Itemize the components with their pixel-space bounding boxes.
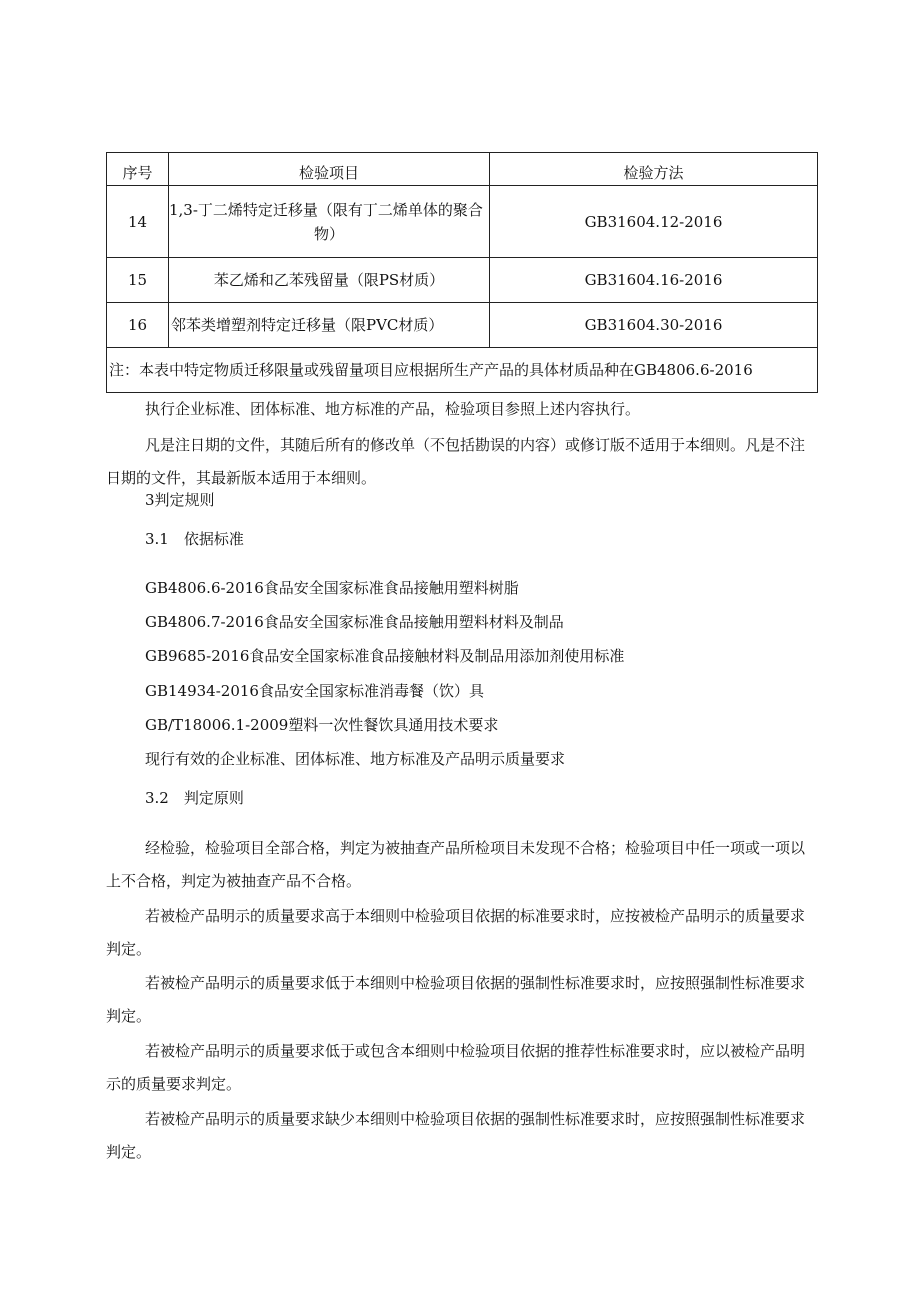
paragraph-execution: 执行企业标准、团体标准、地方标准的产品，检验项目参照上述内容执行。: [145, 400, 641, 418]
row-method: GB31604.30-2016: [490, 303, 818, 348]
row-item-line1: 1,3-丁二烯特定迁移量（限有丁二烯单体的聚合: [169, 200, 483, 219]
standard-item: GB14934-2016食品安全国家标准消毒餐（饮）具: [145, 682, 484, 700]
table-note: 注：本表中特定物质迁移限量或残留量项目应根据所生产产品的具体材质品种在GB4806.6-2016: [107, 348, 818, 393]
header-method: 检验方法: [490, 153, 818, 186]
row-item: 苯乙烯和乙苯残留量（限PS材质）: [169, 258, 490, 303]
standard-item: GB/T18006.1-2009塑料一次性餐饮具通用技术要求: [145, 716, 499, 734]
principle-paragraph: 经检验，检验项目全部合格，判定为被抽查产品所检项目未发现不合格；检验项目中任一项或一项以上不合格，判定为被抽查产品不合格。: [106, 839, 806, 890]
inspection-table: [106, 152, 818, 393]
table-header-row: [107, 153, 818, 186]
section-3-title: 3判定规则: [145, 491, 215, 509]
standard-item: 现行有效的企业标准、团体标准、地方标准及产品明示质量要求: [145, 750, 566, 768]
principle-paragraph: 若被检产品明示的质量要求低于本细则中检验项目依据的强制性标准要求时，应按照强制性标准要求判定。: [106, 974, 806, 1025]
row-method: GB31604.16-2016: [490, 258, 818, 303]
row-serial: 15: [107, 258, 169, 303]
table-row: [107, 303, 818, 348]
row-item: 邻苯类增塑剂特定迁移量（限PVC材质）: [169, 303, 490, 348]
row-method: GB31604.12-2016: [490, 186, 818, 258]
standard-item: GB9685-2016食品安全国家标准食品接触材料及制品用添加剂使用标准: [145, 647, 625, 665]
table-row: [107, 186, 818, 258]
standard-item: GB4806.7-2016食品安全国家标准食品接触用塑料材料及制品: [145, 613, 564, 631]
row-serial: 14: [107, 186, 169, 258]
row-item: [169, 186, 490, 258]
row-item-line2: 物）: [313, 224, 344, 243]
header-serial: 序号: [107, 153, 169, 186]
principle-paragraph: 若被检产品明示的质量要求低于或包含本细则中检验项目依据的推荐性标准要求时，应以被检产品明示的质量要求判定。: [106, 1042, 806, 1093]
table-note-row: [107, 348, 818, 393]
standard-item: GB4806.6-2016食品安全国家标准食品接触用塑料树脂: [145, 579, 519, 597]
principle-paragraph: 若被检产品明示的质量要求缺少本细则中检验项目依据的强制性标准要求时，应按照强制性标准要求判定。: [106, 1110, 806, 1161]
section-3-1-title: 3.1 依据标准: [145, 530, 244, 548]
principle-paragraph: 若被检产品明示的质量要求高于本细则中检验项目依据的标准要求时，应按被检产品明示的质量要求判定。: [106, 907, 806, 958]
section-3-2-title: 3.2 判定原则: [145, 789, 244, 807]
table-row: [107, 258, 818, 303]
row-serial: 16: [107, 303, 169, 348]
header-item: 检验项目: [169, 153, 490, 186]
paragraph-dated-documents: 凡是注日期的文件，其随后所有的修改单（不包括勘误的内容）或修订版不适用于本细则。凡是不注日期的文件，其最新版本适用于本细则。: [106, 436, 806, 487]
